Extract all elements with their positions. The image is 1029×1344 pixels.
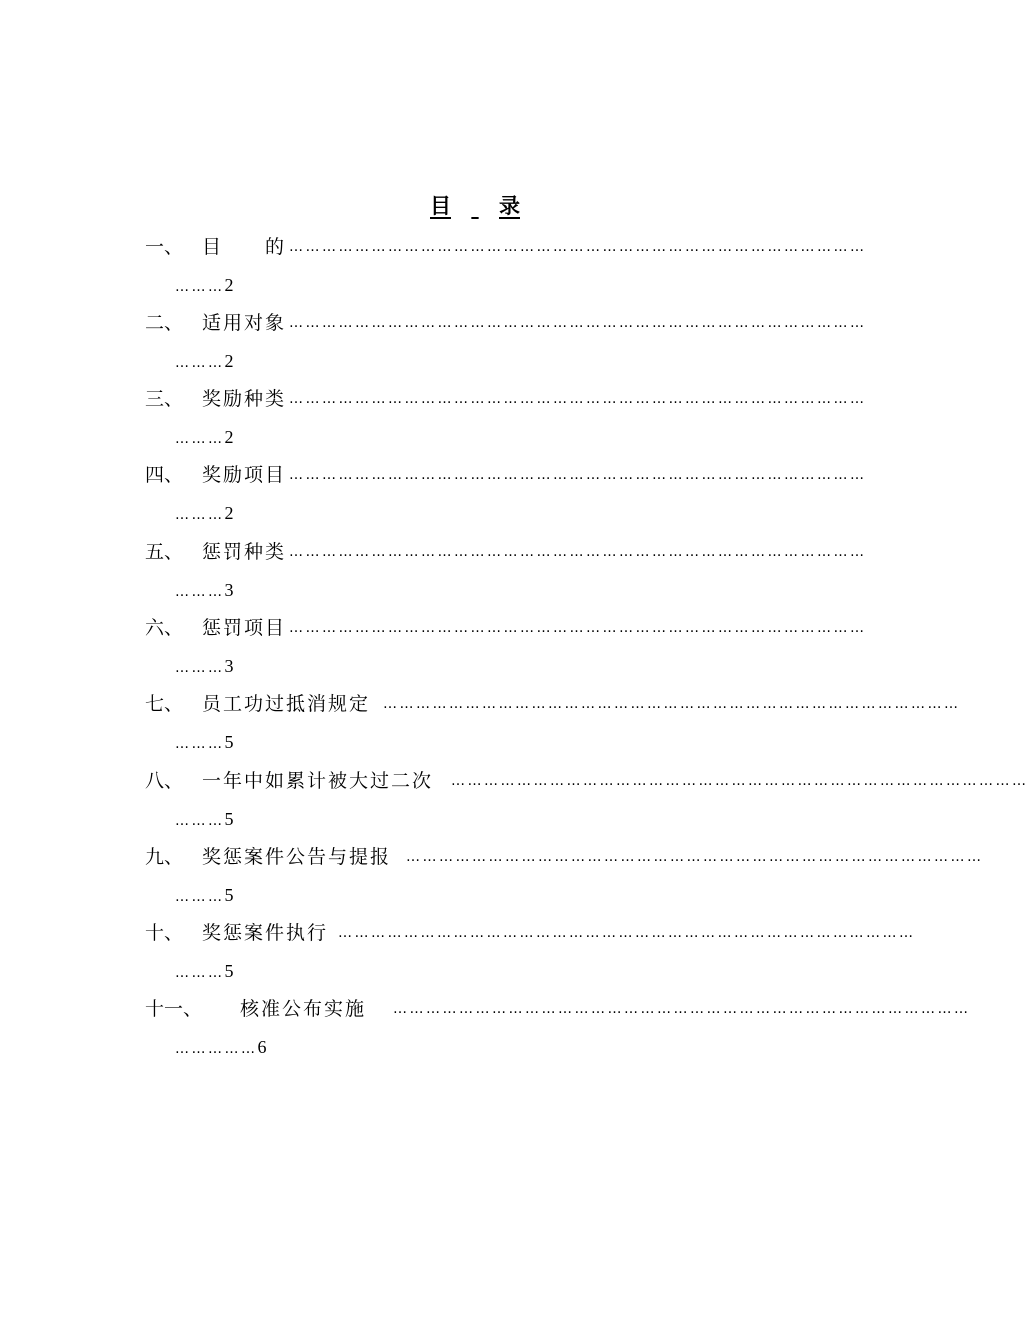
toc-entry-page-line <box>175 270 234 300</box>
toc-title-gap <box>451 193 499 218</box>
toc-entry[interactable] <box>145 766 1029 846</box>
toc-entry-leader-continued: ……… <box>175 813 225 829</box>
toc-entry-number: 五、 <box>145 541 184 563</box>
toc-entry-leader-continued: ……… <box>175 431 225 447</box>
toc-entry-label: 奖惩案件公告与提报 <box>202 846 392 868</box>
toc-entry-heading-line <box>145 537 867 567</box>
toc-entry-page-line <box>175 956 234 986</box>
toc-entry-label: 目 的 <box>202 236 287 258</box>
toc-entry-page-number: 3 <box>224 656 234 676</box>
toc-entry-heading-line <box>145 994 971 1024</box>
toc-entry-heading-line <box>145 766 1029 796</box>
toc-entry-label: 惩罚种类 <box>202 541 287 563</box>
toc-entry[interactable] <box>145 918 916 998</box>
toc-entry-label: 惩罚项目 <box>202 617 287 639</box>
toc-entry-page-line <box>175 880 234 910</box>
toc-entry-number: 六、 <box>145 617 184 639</box>
toc-entry-leader: …………………………………………………………………………………………… <box>393 1001 971 1017</box>
toc-title-left: 目 <box>430 193 451 218</box>
toc-entry-page-line <box>175 651 234 681</box>
toc-entry-number: 九、 <box>145 846 184 868</box>
toc-entry-page-number: 5 <box>224 961 234 981</box>
toc-entry-label: 奖惩案件执行 <box>202 922 329 944</box>
toc-entry-label: 奖励项目 <box>202 464 287 486</box>
toc-entry-label: 适用对象 <box>202 312 287 334</box>
toc-entry-heading-line <box>145 232 867 262</box>
toc-entry-leader: …………………………………………………………………………………………… <box>338 925 916 941</box>
toc-entry-leader-continued: ……… <box>175 355 225 371</box>
toc-entry[interactable] <box>145 384 867 464</box>
toc-entry-heading-line <box>145 918 916 948</box>
toc-entry-page-number: 5 <box>224 732 234 752</box>
toc-entry-leader: …………………………………………………………………………………………… <box>289 544 867 560</box>
toc-entry-page-number: 2 <box>224 275 234 295</box>
toc-entry-heading-line <box>145 613 867 643</box>
toc-entry[interactable] <box>145 460 867 540</box>
toc-entry-leader: …………………………………………………………………………………………… <box>289 239 867 255</box>
toc-entry-number: 二、 <box>145 312 184 334</box>
toc-entry-leader-continued: ……… <box>175 660 225 676</box>
toc-entry[interactable] <box>145 308 867 388</box>
toc-entry-leader-continued: ……… <box>175 507 225 523</box>
toc-entry-heading-line <box>145 842 984 872</box>
toc-entry-heading-line <box>145 689 961 719</box>
toc-entry-number: 十一、 <box>145 998 203 1020</box>
toc-entry[interactable] <box>145 537 867 617</box>
toc-entry-leader-continued: ……… <box>175 965 225 981</box>
toc-entry-leader-continued: ……… <box>175 889 225 905</box>
toc-entry-leader: …………………………………………………………………………………………… <box>289 315 867 331</box>
toc-entry-heading-line <box>145 460 867 490</box>
toc-entry-page-number: 2 <box>224 503 234 523</box>
toc-entry-number: 一、 <box>145 236 184 258</box>
toc-entry-leader-continued: …………… <box>175 1041 258 1057</box>
toc-entry[interactable] <box>145 689 961 769</box>
toc-entry-number: 十、 <box>145 922 184 944</box>
toc-entry-leader-continued: ……… <box>175 279 225 295</box>
toc-entry-leader-continued: ……… <box>175 736 225 752</box>
toc-title-right: 录 <box>499 193 520 218</box>
toc-entry-number: 四、 <box>145 464 184 486</box>
toc-entry-page-line <box>175 1032 267 1062</box>
toc-entry-leader: …………………………………………………………………………………………… <box>451 773 1029 789</box>
toc-entry-page-number: 2 <box>224 351 234 371</box>
toc-entry[interactable] <box>145 232 867 312</box>
toc-entry[interactable] <box>145 842 984 922</box>
toc-entry[interactable] <box>145 613 867 693</box>
toc-entry-leader: …………………………………………………………………………………………… <box>383 696 961 712</box>
toc-entry-page-number: 3 <box>224 580 234 600</box>
toc-entry-heading-line <box>145 308 867 338</box>
toc-entry-label: 员工功过抵消规定 <box>202 693 371 715</box>
toc-entry-leader: …………………………………………………………………………………………… <box>406 849 984 865</box>
toc-entry-label: 一年中如累计被大过二次 <box>202 770 434 792</box>
toc-entry-page-number: 6 <box>257 1037 267 1057</box>
toc-entry-page-line <box>175 498 234 528</box>
toc-entry-page-number: 5 <box>224 809 234 829</box>
toc-entry-leader: …………………………………………………………………………………………… <box>289 620 867 636</box>
toc-entry-leader: …………………………………………………………………………………………… <box>289 391 867 407</box>
toc-entry-number: 三、 <box>145 388 184 410</box>
toc-entry-page-line <box>175 804 234 834</box>
toc-entry-page-line <box>175 346 234 376</box>
toc-entry-page-number: 5 <box>224 885 234 905</box>
toc-entry-page-line <box>175 422 234 452</box>
toc-entry-page-line <box>175 575 234 605</box>
toc-entry-number: 八、 <box>145 770 184 792</box>
toc-entry-page-line <box>175 727 234 757</box>
toc-entry-leader-continued: ……… <box>175 584 225 600</box>
toc-entry-leader: …………………………………………………………………………………………… <box>289 467 867 483</box>
toc-entry[interactable] <box>145 994 971 1074</box>
toc-title <box>0 190 950 220</box>
toc-entry-heading-line <box>145 384 867 414</box>
toc-entry-label: 核准公布实施 <box>240 998 367 1020</box>
toc-entry-page-number: 2 <box>224 427 234 447</box>
toc-entry-number: 七、 <box>145 693 184 715</box>
toc-entry-label: 奖励种类 <box>202 388 287 410</box>
